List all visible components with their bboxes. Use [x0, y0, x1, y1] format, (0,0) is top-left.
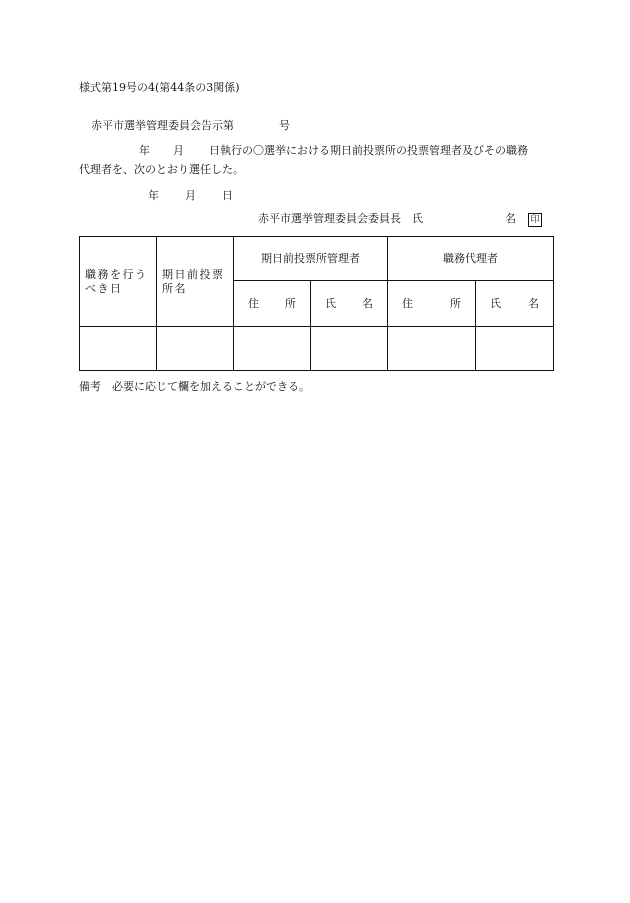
body-text-line2: 代理者を、次のとおり選任した。	[79, 163, 244, 176]
subheader-deputy-name	[476, 281, 554, 327]
date-day: 日	[222, 189, 233, 202]
notice-suffix: 号	[279, 119, 290, 132]
address-char-2: 所	[450, 296, 461, 310]
address-char-1: 住	[248, 296, 259, 310]
cell-duty-day	[80, 327, 157, 371]
table-row	[80, 327, 554, 371]
date-year: 年	[148, 189, 159, 202]
header-duty-day: 職務を行うべき日	[80, 237, 157, 327]
notice-label: 赤平市選挙管理委員会告示第	[91, 119, 234, 132]
body-year: 年	[139, 144, 150, 157]
cell-deputy-address	[388, 327, 476, 371]
cell-manager-address	[234, 327, 311, 371]
body-text-line1: 日執行の〇選挙における期日前投票所の投票管理者及びその職務	[209, 144, 528, 157]
appointment-table	[79, 236, 554, 371]
cell-deputy-name	[476, 327, 554, 371]
name-char-1: 氏	[325, 296, 336, 310]
header-deputy: 職務代理者	[388, 237, 554, 281]
cell-polling-place	[157, 327, 234, 371]
signature-name: 名	[505, 212, 516, 225]
remarks: 備考 必要に応じて欄を加えることができる。	[79, 380, 310, 393]
body-month: 月	[173, 144, 184, 157]
header-polling-place: 期日前投票所名	[157, 237, 234, 327]
seal-mark: 印	[528, 213, 542, 227]
name-char-2: 名	[362, 296, 373, 310]
subheader-manager-name	[311, 281, 388, 327]
form-number: 様式第19号の4(第44条の3関係)	[79, 81, 240, 94]
date-month: 月	[185, 189, 196, 202]
cell-manager-name	[311, 327, 388, 371]
address-char-1: 住	[402, 296, 413, 310]
subheader-manager-address	[234, 281, 311, 327]
header-manager: 期日前投票所管理者	[234, 237, 388, 281]
name-char-2: 名	[528, 296, 539, 310]
address-char-2: 所	[285, 296, 296, 310]
name-char-1: 氏	[490, 296, 501, 310]
subheader-deputy-address	[388, 281, 476, 327]
signature-title: 赤平市選挙管理委員会委員長 氏	[258, 212, 423, 225]
